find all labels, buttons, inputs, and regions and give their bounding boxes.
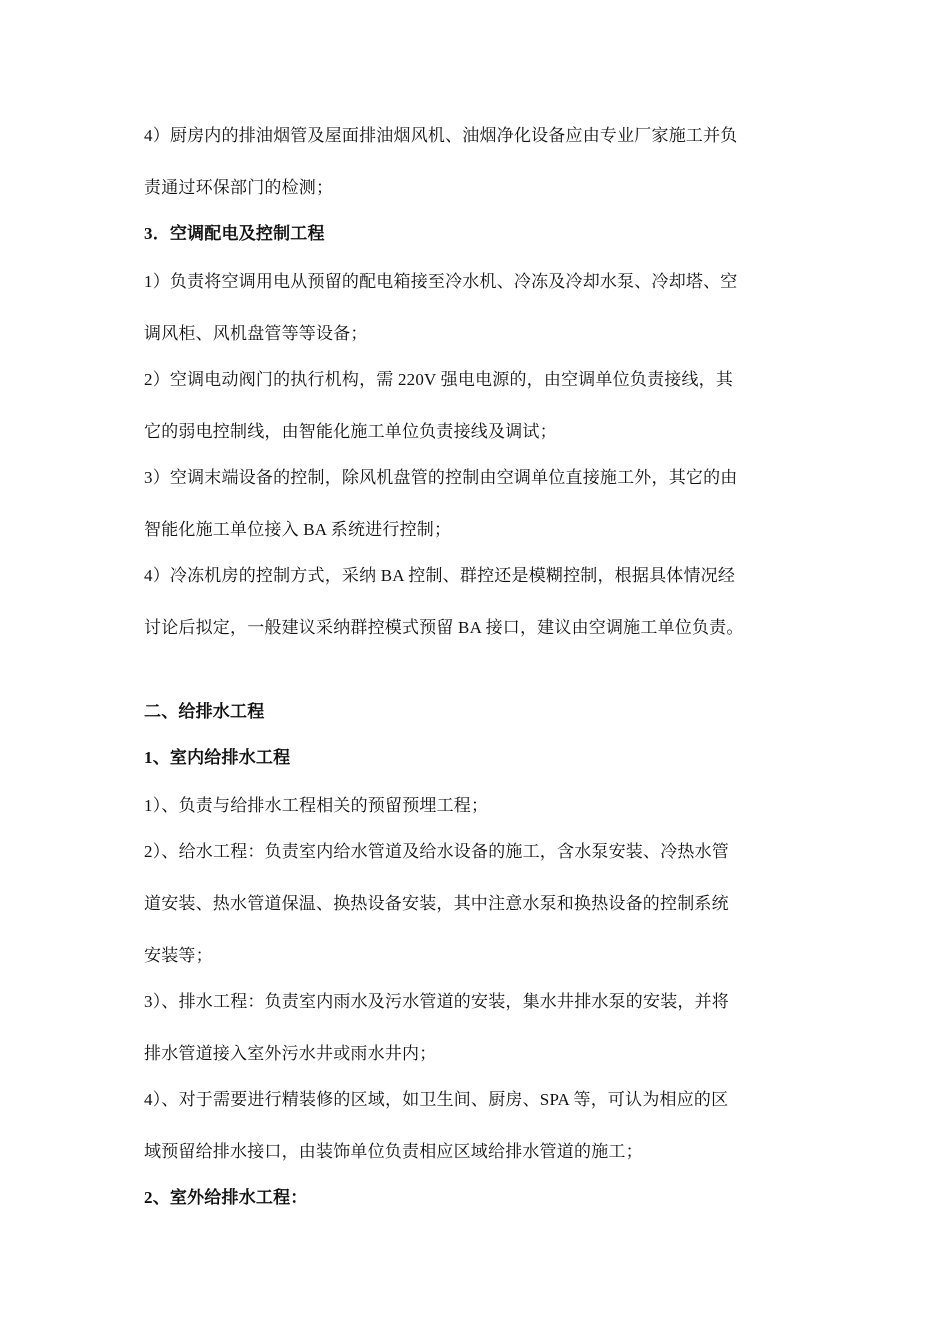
paragraph-line: 1）负责将空调用电从预留的配电箱接至冷水机、冷冻及冷却水泵、冷却塔、空 — [144, 272, 738, 291]
subsection-heading: 1、室内给排水工程 — [144, 748, 291, 767]
paragraph-line: 2）空调电动阀门的执行机构，需 220V 强电电源的，由空调单位负责接线，其 — [144, 370, 734, 389]
paragraph-line: 它的弱电控制线，由智能化施工单位负责接线及调试； — [144, 422, 557, 441]
paragraph-line: 3）空调末端设备的控制，除风机盘管的控制由空调单位直接施工外，其它的由 — [144, 468, 738, 487]
paragraph-line: 安装等； — [144, 946, 213, 965]
paragraph-line: 4）厨房内的排油烟管及屋面排油烟风机、油烟净化设备应由专业厂家施工并负 — [144, 126, 738, 145]
paragraph-line: 排水管道接入室外污水井或雨水井内； — [144, 1044, 437, 1063]
section-heading: 3．空调配电及控制工程 — [144, 224, 325, 243]
paragraph-line: 智能化施工单位接入 BA 系统进行控制； — [144, 520, 452, 539]
paragraph-line: 3）、排水工程：负责室内雨水及污水管道的安装，集水井排水泵的安装，并将 — [144, 992, 729, 1011]
paragraph-line: 4）、对于需要进行精装修的区域，如卫生间、厨房、SPA 等，可认为相应的区 — [144, 1090, 729, 1109]
paragraph-line: 责通过环保部门的检测； — [144, 178, 334, 197]
paragraph-line: 1）、负责与给排水工程相关的预留预埋工程； — [144, 796, 489, 815]
paragraph-line: 域预留给排水接口，由装饰单位负责相应区域给排水管道的施工； — [144, 1142, 643, 1161]
paragraph-line: 道安装、热水管道保温、换热设备安装，其中注意水泵和换热设备的控制系统 — [144, 894, 729, 913]
subsection-heading: 2、室外给排水工程： — [144, 1188, 308, 1207]
paragraph-line: 4）冷冻机房的控制方式，采纳 BA 控制、群控还是模糊控制，根据具体情况经 — [144, 566, 736, 585]
paragraph-line: 2）、给水工程：负责室内给水管道及给水设备的施工，含水泵安装、冷热水管 — [144, 842, 729, 861]
paragraph-line: 讨论后拟定，一般建议采纳群控模式预留 BA 接口，建议由空调施工单位负责。 — [144, 618, 744, 637]
paragraph-line: 调风柜、风机盘管等等设备； — [144, 324, 368, 343]
chapter-heading: 二、给排水工程 — [144, 702, 265, 721]
